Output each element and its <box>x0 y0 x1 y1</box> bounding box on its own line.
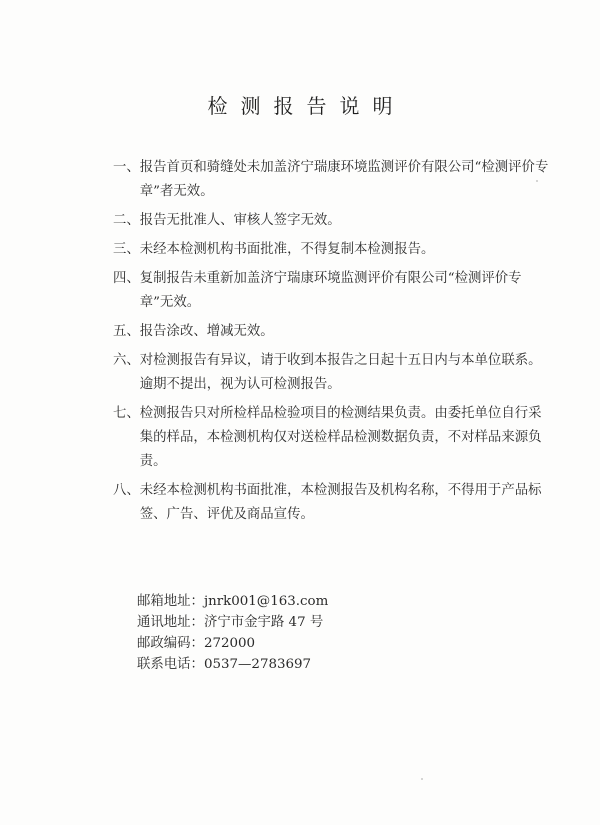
terms-list <box>113 156 553 532</box>
term-number: 六、 <box>113 353 140 368</box>
term-item-7 <box>113 402 553 474</box>
term-text: 对检测报告有异议，请于收到本报告之日起十五日内与本单位联系。逾期不提出，视为认可检测报告。 <box>139 353 542 392</box>
scan-speck <box>421 778 423 780</box>
term-text: 报告涂改、增减无效。 <box>139 324 274 339</box>
contact-phone: 联系电话：0537—2783697 <box>137 657 312 672</box>
term-number: 八、 <box>113 483 140 498</box>
term-number: 五、 <box>113 324 140 339</box>
term-text: 检测报告只对所检样品检验项目的检测结果负责。由委托单位自行采集的样品，本检测机构仅对送检样品检测数据负责，不对样品来源负责。 <box>139 406 542 469</box>
contact-block <box>137 591 328 675</box>
term-text: 报告首页和骑缝处未加盖济宁瑞康环境监测评价有限公司“检测评价专章”者无效。 <box>139 160 549 199</box>
term-text: 未经本检测机构书面批准，本检测报告及机构名称，不得用于产品标签、广告、评优及商品宣传。 <box>139 483 542 522</box>
term-item-8 <box>113 479 553 527</box>
term-text: 报告无批准人、审核人签字无效。 <box>139 213 341 228</box>
term-item-2 <box>113 209 553 233</box>
term-number: 一、 <box>113 160 140 175</box>
document-title: 检测报告说明 <box>207 94 406 118</box>
contact-email: 邮箱地址：jnrk001@163.com <box>137 594 329 609</box>
scan-speck <box>536 180 538 182</box>
term-number: 四、 <box>113 271 140 286</box>
term-number: 七、 <box>113 406 140 421</box>
term-item-4 <box>113 267 553 315</box>
term-item-3 <box>113 238 553 262</box>
term-item-1 <box>113 156 553 204</box>
term-item-5 <box>113 320 553 344</box>
term-item-6 <box>113 349 553 397</box>
term-text: 未经本检测机构书面批准，不得复制本检测报告。 <box>139 242 435 257</box>
contact-postcode: 邮政编码：272000 <box>137 636 256 651</box>
term-number: 三、 <box>113 242 140 257</box>
term-number: 二、 <box>113 213 140 228</box>
term-text: 复制报告未重新加盖济宁瑞康环境监测评价有限公司“检测评价专章”无效。 <box>139 271 522 310</box>
contact-address: 通讯地址：济宁市金宇路 47 号 <box>137 615 324 630</box>
